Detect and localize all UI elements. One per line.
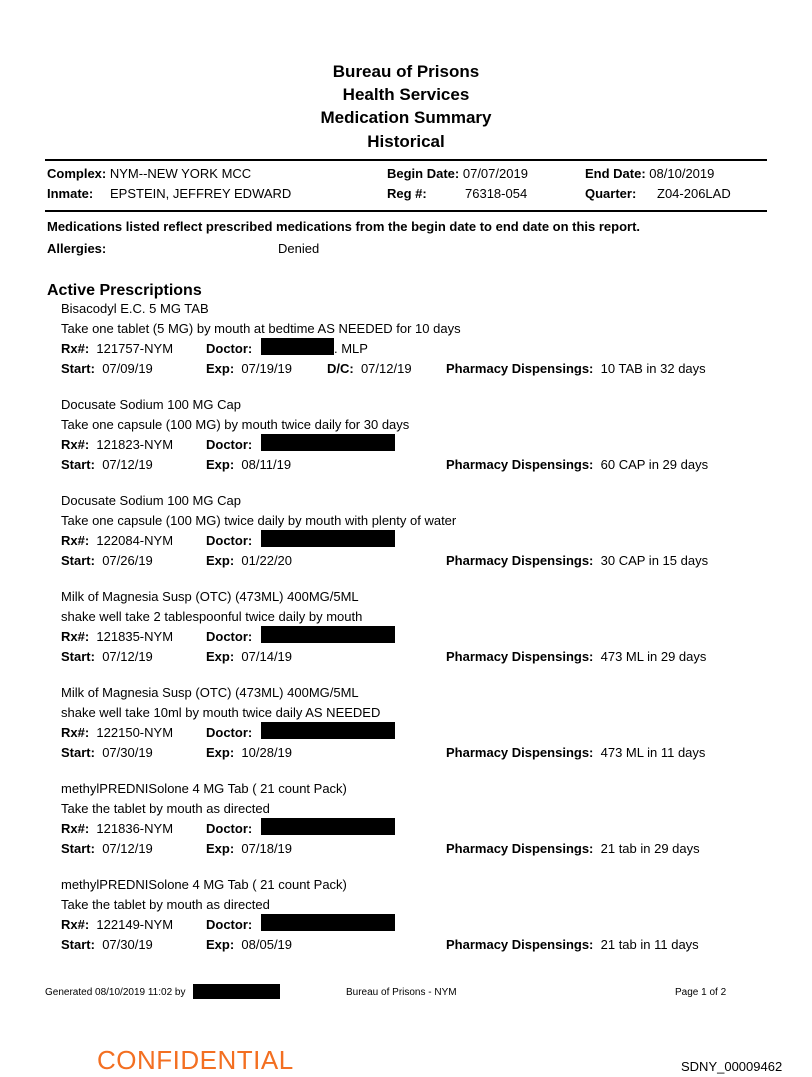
pharmacy-label: Pharmacy Dispensings: — [446, 745, 594, 760]
start-label: Start: — [61, 457, 95, 472]
inmate-value: EPSTEIN, JEFFREY EDWARD — [110, 186, 292, 201]
doctor-label — [206, 629, 252, 644]
rx-value: 121823-NYM — [96, 437, 174, 452]
begin-date-label: Begin Date: — [387, 166, 460, 181]
doctor-label — [206, 917, 252, 932]
pharmacy-label: Pharmacy Dispensings: — [446, 841, 594, 856]
drug-name-text: methylPREDNISolone 4 MG Tab ( 21 count Pack) — [61, 877, 347, 892]
doctor-label-text: Doctor: — [206, 821, 253, 836]
header-top-rule — [45, 159, 767, 161]
start-value: 07/30/19 — [102, 937, 153, 952]
rx-number — [61, 725, 173, 740]
doctor-label — [206, 533, 252, 548]
reg-label: Reg #: — [387, 186, 427, 201]
exp-date — [206, 361, 292, 376]
start-label: Start: — [61, 745, 95, 760]
exp-label: Exp: — [206, 457, 235, 472]
begin-date-value: 07/07/2019 — [462, 166, 528, 181]
drug-instructions — [61, 321, 461, 336]
start-value: 07/26/19 — [102, 553, 153, 568]
drug-name — [61, 589, 359, 604]
rx-value: 122149-NYM — [96, 917, 174, 932]
exp-date — [206, 553, 292, 568]
start-label: Start: — [61, 649, 95, 664]
dc-label: D/C: — [327, 361, 354, 376]
drug-name-text: Docusate Sodium 100 MG Cap — [61, 493, 241, 508]
rx-number — [61, 533, 173, 548]
start-label: Start: — [61, 553, 95, 568]
pharmacy-dispensings — [446, 745, 705, 760]
rx-label: Rx#: — [61, 629, 90, 644]
complex-value: NYM--NEW YORK MCC — [109, 166, 252, 181]
begin-date-field — [387, 166, 528, 181]
pharmacy-dispensings — [446, 553, 708, 568]
exp-label: Exp: — [206, 937, 235, 952]
drug-instructions-text: Take one capsule (100 MG) twice daily by mouth with plenty of water — [61, 513, 457, 528]
reg-value: 76318-054 — [465, 186, 528, 201]
pharmacy-label: Pharmacy Dispensings: — [446, 937, 594, 952]
redaction-doctor-name — [261, 338, 334, 355]
redaction-doctor-name — [261, 818, 395, 835]
drug-name-text: Milk of Magnesia Susp (OTC) (473ML) 400MG/5ML — [61, 589, 359, 604]
redaction-doctor-name — [261, 626, 395, 643]
drug-name — [61, 685, 359, 700]
quarter-value: Z04-206LAD — [657, 186, 731, 201]
rx-label: Rx#: — [61, 821, 90, 836]
drug-instructions-text: Take one tablet (5 MG) by mouth at bedtime AS NEEDED for 10 days — [61, 321, 461, 336]
rx-label: Rx#: — [61, 437, 90, 452]
pharmacy-dispensings — [446, 649, 706, 664]
doctor-label — [206, 821, 252, 836]
exp-date — [206, 649, 292, 664]
exp-label: Exp: — [206, 745, 235, 760]
start-value: 07/09/19 — [102, 361, 153, 376]
pharmacy-value: 21 tab in 11 days — [600, 937, 699, 952]
exp-date — [206, 457, 291, 472]
pharmacy-value: 473 ML in 29 days — [600, 649, 707, 664]
pharmacy-value: 60 CAP in 29 days — [600, 457, 709, 472]
rx-number — [61, 917, 173, 932]
pharmacy-label: Pharmacy Dispensings: — [446, 457, 594, 472]
allergies-label: Allergies: — [47, 241, 107, 256]
rx-label: Rx#: — [61, 533, 90, 548]
drug-name — [61, 397, 241, 412]
redaction-doctor-name — [261, 914, 395, 931]
doctor-label-text: Doctor: — [206, 917, 253, 932]
pharmacy-value: 30 CAP in 15 days — [600, 553, 709, 568]
complex-field — [47, 166, 251, 181]
exp-value: 01/22/20 — [241, 553, 293, 568]
doctor-label — [206, 725, 252, 740]
pharmacy-label: Pharmacy Dispensings: — [446, 553, 594, 568]
report-title-4: Historical — [367, 132, 445, 151]
exp-value: 08/05/19 — [241, 937, 293, 952]
rx-number — [61, 629, 173, 644]
drug-instructions — [61, 705, 380, 720]
start-date — [61, 937, 153, 952]
drug-name — [61, 781, 347, 796]
drug-name — [61, 301, 209, 316]
pharmacy-dispensings — [446, 361, 706, 376]
drug-instructions — [61, 801, 270, 816]
inmate-label: Inmate: — [47, 186, 94, 201]
drug-name — [61, 877, 347, 892]
complex-label: Complex: — [47, 166, 107, 181]
doctor-label-text: Doctor: — [206, 341, 253, 356]
start-value: 07/12/19 — [102, 649, 153, 664]
allergies-value: Denied — [278, 241, 320, 256]
doctor-suffix — [334, 341, 368, 356]
exp-date — [206, 745, 292, 760]
drug-instructions-text: shake well take 2 tablespoonful twice daily by mouth — [61, 609, 363, 624]
rx-number — [61, 437, 173, 452]
drug-instructions — [61, 513, 456, 528]
exp-label: Exp: — [206, 841, 235, 856]
drug-instructions — [61, 417, 409, 432]
rx-number — [61, 821, 173, 836]
rx-label: Rx#: — [61, 725, 90, 740]
start-value: 07/12/19 — [102, 457, 153, 472]
report-title-1: Bureau of Prisons — [332, 62, 480, 81]
exp-value: 07/18/19 — [241, 841, 293, 856]
dc-value: 07/12/19 — [360, 361, 412, 376]
redaction-doctor-name — [261, 434, 395, 451]
report-title-3: Medication Summary — [320, 108, 492, 127]
drug-name-text: Milk of Magnesia Susp (OTC) (473ML) 400MG/5ML — [61, 685, 359, 700]
drug-name — [61, 493, 241, 508]
rx-label: Rx#: — [61, 917, 90, 932]
start-date — [61, 841, 153, 856]
redaction-generated-by — [193, 984, 280, 999]
drug-instructions — [61, 897, 270, 912]
rx-value: 122084-NYM — [96, 533, 174, 548]
doctor-label-text: Doctor: — [206, 725, 253, 740]
end-date-value: 08/10/2019 — [649, 166, 715, 181]
redaction-doctor-name — [261, 722, 395, 739]
quarter-label: Quarter: — [585, 186, 637, 201]
exp-value: 08/11/19 — [241, 457, 292, 472]
generated-text: Generated 08/10/2019 11:02 by — [45, 987, 186, 998]
drug-instructions-text: Take the tablet by mouth as directed — [61, 897, 270, 912]
start-date — [61, 745, 153, 760]
exp-date — [206, 937, 292, 952]
page-number: Page 1 of 2 — [675, 987, 727, 998]
drug-instructions-text: Take one capsule (100 MG) by mouth twice daily for 30 days — [61, 417, 410, 432]
drug-name-text: Docusate Sodium 100 MG Cap — [61, 397, 241, 412]
footer-center: Bureau of Prisons - NYM — [346, 987, 457, 998]
redaction-doctor-name — [261, 530, 395, 547]
pharmacy-label: Pharmacy Dispensings: — [446, 361, 594, 376]
start-date — [61, 361, 153, 376]
exp-value: 07/14/19 — [241, 649, 293, 664]
doctor-suffix-text: . MLP — [334, 341, 368, 356]
exp-value: 10/28/19 — [241, 745, 293, 760]
pharmacy-dispensings — [446, 937, 699, 952]
drug-name-text: methylPREDNISolone 4 MG Tab ( 21 count Pack) — [61, 781, 347, 796]
start-date — [61, 649, 153, 664]
doctor-label — [206, 437, 252, 452]
rx-value: 121757-NYM — [96, 341, 174, 356]
pharmacy-value: 21 tab in 29 days — [600, 841, 700, 856]
pharmacy-dispensings — [446, 457, 708, 472]
start-date — [61, 457, 153, 472]
doctor-label-text: Doctor: — [206, 437, 253, 452]
start-label: Start: — [61, 841, 95, 856]
start-label: Start: — [61, 361, 95, 376]
rx-number — [61, 341, 173, 356]
pharmacy-dispensings — [446, 841, 700, 856]
header-bottom-rule — [45, 210, 767, 212]
report-title-2: Health Services — [342, 85, 470, 104]
doctor-label — [206, 341, 252, 356]
rx-value: 121835-NYM — [96, 629, 174, 644]
exp-label: Exp: — [206, 361, 235, 376]
exp-label: Exp: — [206, 553, 235, 568]
section-title: Active Prescriptions — [47, 282, 202, 299]
start-value: 07/12/19 — [102, 841, 153, 856]
drug-instructions — [61, 609, 362, 624]
drug-instructions-text: Take the tablet by mouth as directed — [61, 801, 270, 816]
confidential-stamp: CONFIDENTIAL — [97, 1045, 294, 1075]
rx-value: 122150-NYM — [96, 725, 174, 740]
rx-label: Rx#: — [61, 341, 90, 356]
exp-label: Exp: — [206, 649, 235, 664]
pharmacy-label: Pharmacy Dispensings: — [446, 649, 594, 664]
rx-value: 121836-NYM — [96, 821, 174, 836]
pharmacy-value: 10 TAB in 32 days — [600, 361, 706, 376]
end-date-field — [585, 166, 714, 181]
dc-date — [327, 361, 412, 376]
start-date — [61, 553, 153, 568]
drug-name-text: Bisacodyl E.C. 5 MG TAB — [61, 301, 209, 316]
doctor-label-text: Doctor: — [206, 629, 253, 644]
exp-date — [206, 841, 292, 856]
doctor-label-text: Doctor: — [206, 533, 253, 548]
exp-value: 07/19/19 — [241, 361, 293, 376]
start-label: Start: — [61, 937, 95, 952]
date-range-notice: Medications listed reflect prescribed medications from the begin date to end date on this report. — [47, 219, 641, 234]
pharmacy-value: 473 ML in 11 days — [600, 745, 706, 760]
drug-instructions-text: shake well take 10ml by mouth twice daily AS NEEDED — [61, 705, 381, 720]
end-date-label: End Date: — [585, 166, 646, 181]
start-value: 07/30/19 — [102, 745, 153, 760]
bates-number: SDNY_00009462 — [681, 1059, 783, 1074]
